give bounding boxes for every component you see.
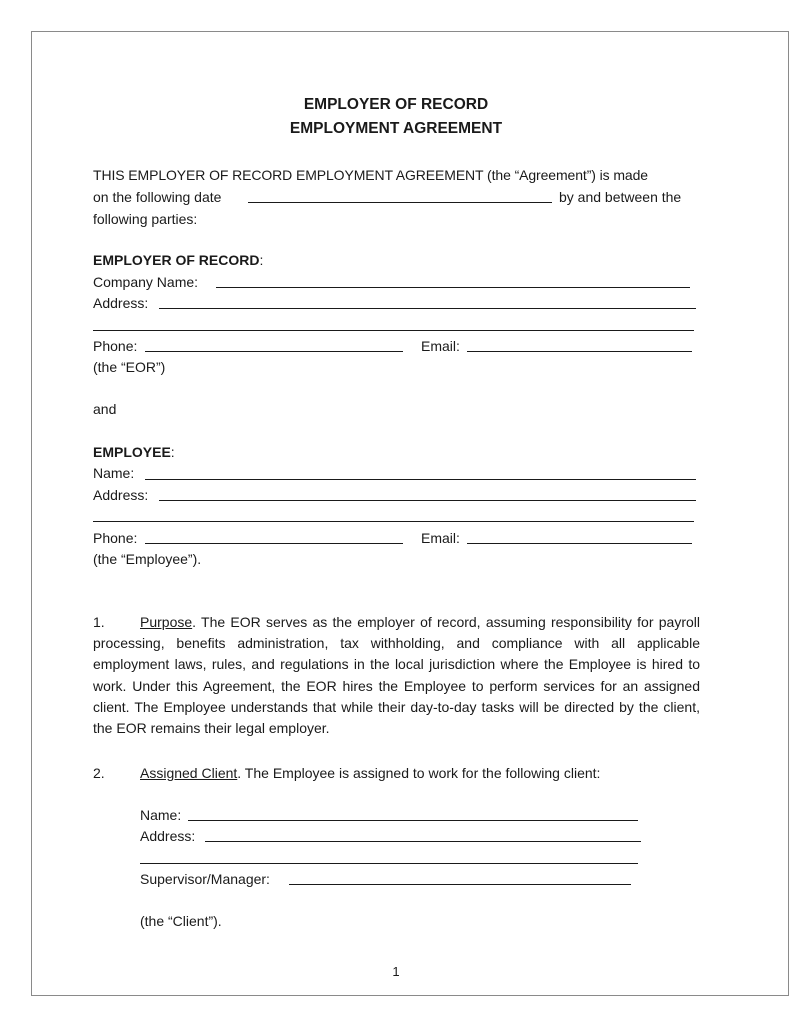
section1-number: 1.	[93, 614, 105, 630]
section2-paragraph	[140, 764, 600, 782]
employee-name-label: Name:	[93, 465, 135, 481]
eor-address-field-line2[interactable]	[93, 330, 694, 331]
employee-heading: EMPLOYEE	[93, 444, 171, 460]
client-name-label: Name:	[140, 807, 182, 823]
eor-heading-colon: :	[259, 252, 264, 268]
client-supervisor-field[interactable]	[289, 884, 631, 885]
section1-heading: Purpose	[140, 614, 193, 630]
intro-line3: following parties:	[93, 211, 198, 227]
eor-heading-wrapper	[93, 251, 263, 269]
employee-designation: (the “Employee”).	[93, 551, 202, 567]
employee-email-field[interactable]	[467, 543, 692, 544]
eor-phone-field[interactable]	[145, 351, 403, 352]
client-address-label: Address:	[140, 828, 196, 844]
eor-email-label: Email:	[421, 338, 460, 354]
employee-address-field-line2[interactable]	[93, 521, 694, 522]
eor-address-label: Address:	[93, 295, 149, 311]
eor-designation: (the “EOR”)	[93, 359, 166, 375]
section2-heading: Assigned Client	[140, 765, 238, 781]
eor-company-label: Company Name:	[93, 274, 199, 290]
section1-text: . The EOR serves as the employer of record, assuming responsibility for payroll processing, benefits administration, tax withholding, and compliance with all applicable employment laws, rules, and regulations in the local jurisdiction where the Employee is hired to work. Under this Agreement, the EOR hires the Employee to perform services for an assigned client. The Employee understands that while their day-to-day tasks will be directed by the client, the EOR remains their legal employer.	[93, 614, 700, 737]
client-address-field[interactable]	[205, 841, 641, 842]
intro-line2-end: by and between the	[559, 189, 682, 205]
intro-date-label: on the following date	[93, 189, 222, 205]
section1-paragraph	[93, 612, 700, 739]
client-supervisor-label: Supervisor/Manager:	[140, 871, 270, 887]
eor-phone-label: Phone:	[93, 338, 138, 354]
employee-address-field[interactable]	[159, 500, 696, 501]
eor-email-field[interactable]	[467, 351, 692, 352]
employee-heading-colon: :	[170, 444, 175, 460]
employee-heading-wrapper	[93, 443, 175, 461]
section2-text: . The Employee is assigned to work for the following client:	[237, 765, 601, 781]
eor-heading: EMPLOYER OF RECORD	[93, 252, 260, 268]
employee-address-label: Address:	[93, 487, 149, 503]
employee-email-label: Email:	[421, 530, 460, 546]
agreement-date-field[interactable]	[248, 202, 552, 203]
eor-company-field[interactable]	[216, 287, 690, 288]
client-address-field-line2[interactable]	[140, 863, 638, 864]
client-designation: (the “Client”).	[140, 913, 222, 929]
section2-number: 2.	[93, 765, 105, 781]
employee-phone-label: Phone:	[93, 530, 138, 546]
employee-phone-field[interactable]	[145, 543, 403, 544]
eor-address-field[interactable]	[159, 308, 696, 309]
intro-line1: THIS EMPLOYER OF RECORD EMPLOYMENT AGREEMENT (the “Agreement”) is made	[93, 167, 648, 183]
document-title-line2: EMPLOYMENT AGREEMENT	[289, 120, 503, 137]
and-text: and	[93, 401, 117, 417]
document-title-line1: EMPLOYER OF RECORD	[303, 96, 489, 113]
page-number: 1	[392, 964, 400, 979]
employee-name-field[interactable]	[145, 479, 696, 480]
client-name-field[interactable]	[188, 820, 638, 821]
